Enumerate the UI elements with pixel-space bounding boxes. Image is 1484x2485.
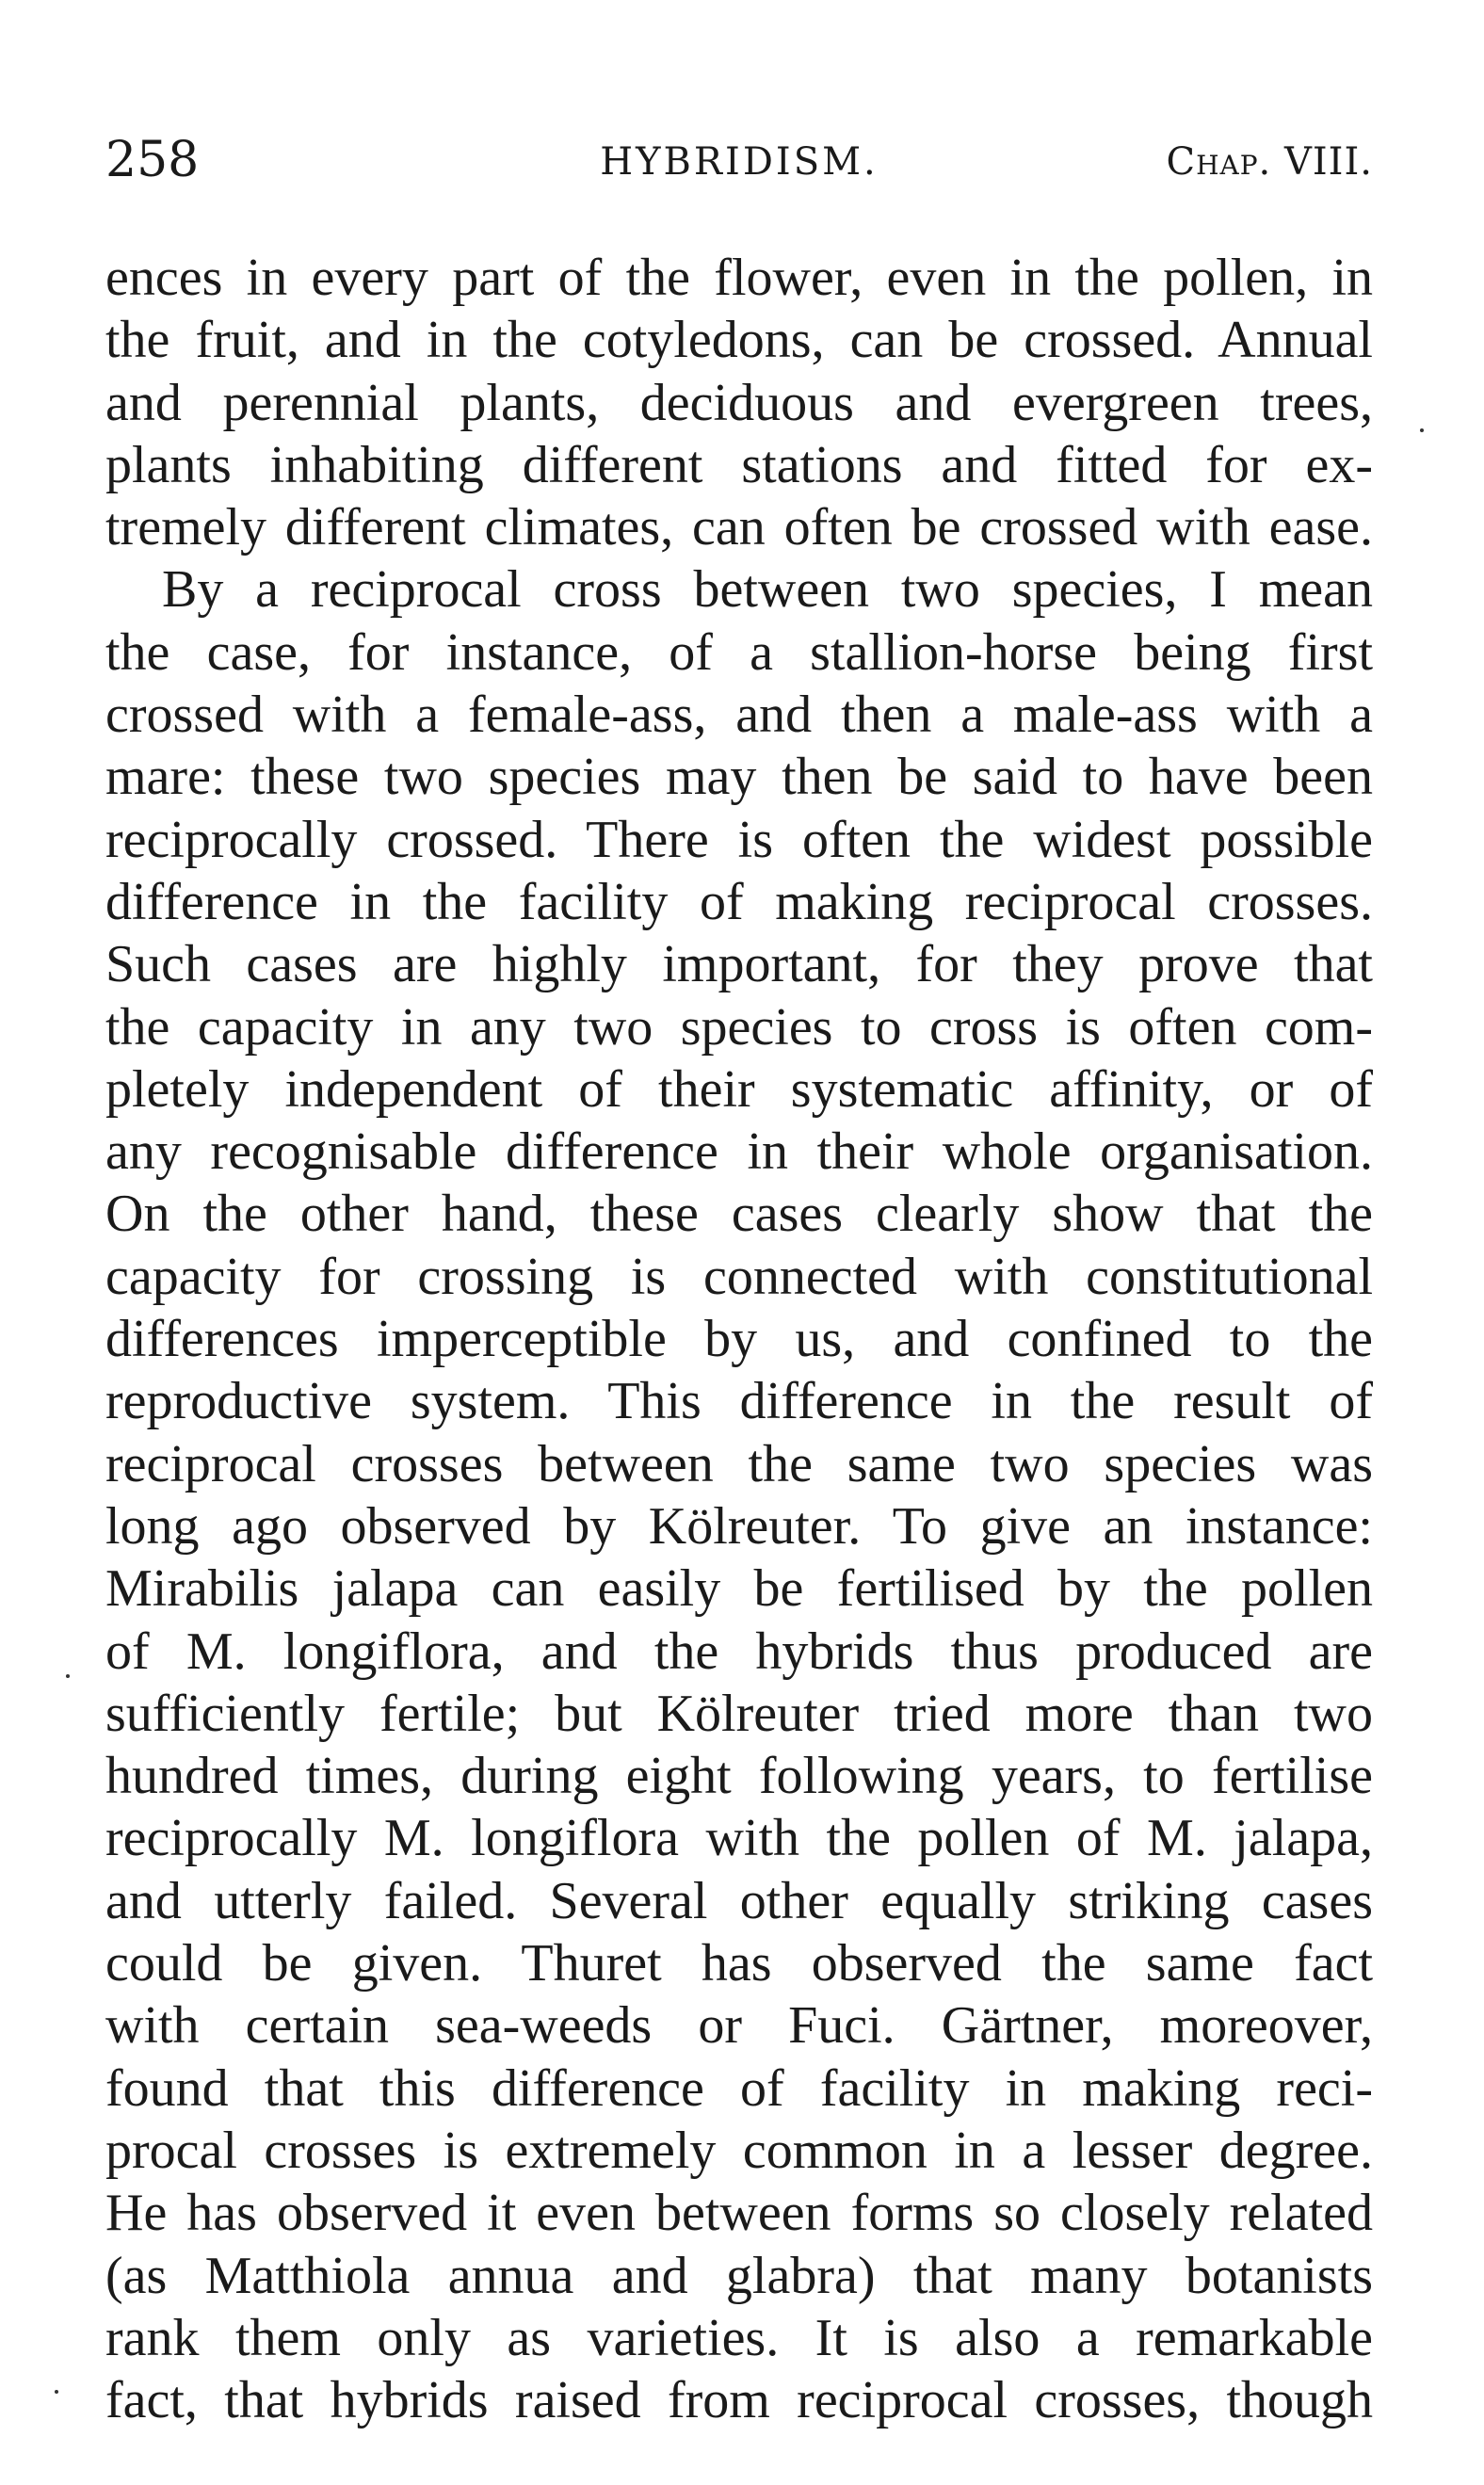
- text-line: Mirabilis jalapa can easily be fertilised by the pollen: [105, 1559, 1373, 1619]
- text-line: and perennial plants, deciduous and evergreen trees,: [105, 373, 1373, 432]
- text-line: any recognisable difference in their whole organisation.: [105, 1122, 1373, 1182]
- text-line: reciprocal crosses between the same two species was: [105, 1434, 1373, 1493]
- text-line: procal crosses is extremely common in a lesser degree.: [105, 2121, 1373, 2180]
- text-line: capacity for crossing is connected with constitutional: [105, 1247, 1373, 1306]
- page-number: 258: [105, 132, 200, 188]
- running-title: HYBRIDISM.: [600, 140, 879, 184]
- text-line: On the other hand, these cases clearly show that the: [105, 1185, 1373, 1244]
- body-text: [105, 247, 1373, 2431]
- text-line: could be given. Thuret has observed the same fact: [105, 1934, 1373, 1993]
- chapter-reference: Chap. VIII.: [1166, 140, 1373, 184]
- text-line: of M. longiflora, and the hybrids thus produced are: [105, 1622, 1373, 1681]
- text-line: differences imperceptible by us, and confined to the: [105, 1310, 1373, 1369]
- text-line: crossed with a female-ass, and then a male-ass with a: [105, 686, 1373, 745]
- text-line: mare: these two species may then be said to have been: [105, 748, 1373, 807]
- text-line: long ago observed by Kölreuter. To give an instance:: [105, 1496, 1373, 1556]
- text-line: the fruit, and in the cotyledons, can be crossed. Annual: [105, 311, 1373, 370]
- text-line: plants inhabiting different stations and fitted for ex-: [105, 435, 1373, 494]
- text-line: tremely different climates, can often be crossed with ease.: [105, 498, 1373, 557]
- text-line: sufficiently fertile; but Kölreuter tried more than two: [105, 1684, 1373, 1743]
- text-line: difference in the facility of making reciprocal crosses.: [105, 872, 1373, 931]
- print-speck: [1420, 428, 1424, 432]
- text-line: pletely independent of their systematic affinity, or of: [105, 1059, 1373, 1119]
- text-line: the capacity in any two species to cross is often com-: [105, 997, 1373, 1057]
- print-speck: [55, 2390, 58, 2394]
- text-line: the case, for instance, of a stallion-horse being first: [105, 622, 1373, 682]
- text-line: By a reciprocal cross between two species, I mean: [162, 560, 1373, 620]
- text-line: reproductive system. This difference in the result of: [105, 1372, 1373, 1431]
- text-line: (as Matthiola annua and glabra) that many botanists: [105, 2246, 1373, 2305]
- text-line: He has observed it even between forms so closely related: [105, 2184, 1373, 2243]
- text-line: reciprocally crossed. There is often the widest possible: [105, 810, 1373, 869]
- text-line: found that this difference of facility in making reci-: [105, 2058, 1373, 2118]
- text-line: with certain sea-weeds or Fuci. Gärtner, moreover,: [105, 1996, 1373, 2056]
- text-line: and utterly failed. Several other equally striking cases: [105, 1871, 1373, 1930]
- text-line: fact, that hybrids raised from reciprocal crosses, though: [105, 2371, 1373, 2430]
- text-line: hundred times, during eight following years, to fertilise: [105, 1747, 1373, 1806]
- text-line: rank them only as varieties. It is also a remarkable: [105, 2308, 1373, 2367]
- print-speck: [66, 1674, 70, 1678]
- text-line: Such cases are highly important, for they prove that: [105, 935, 1373, 994]
- text-line: reciprocally M. longiflora with the pollen of M. jalapa,: [105, 1809, 1373, 1868]
- running-head: [105, 132, 1373, 188]
- text-line: ences in every part of the flower, even in the pollen, in: [105, 249, 1373, 307]
